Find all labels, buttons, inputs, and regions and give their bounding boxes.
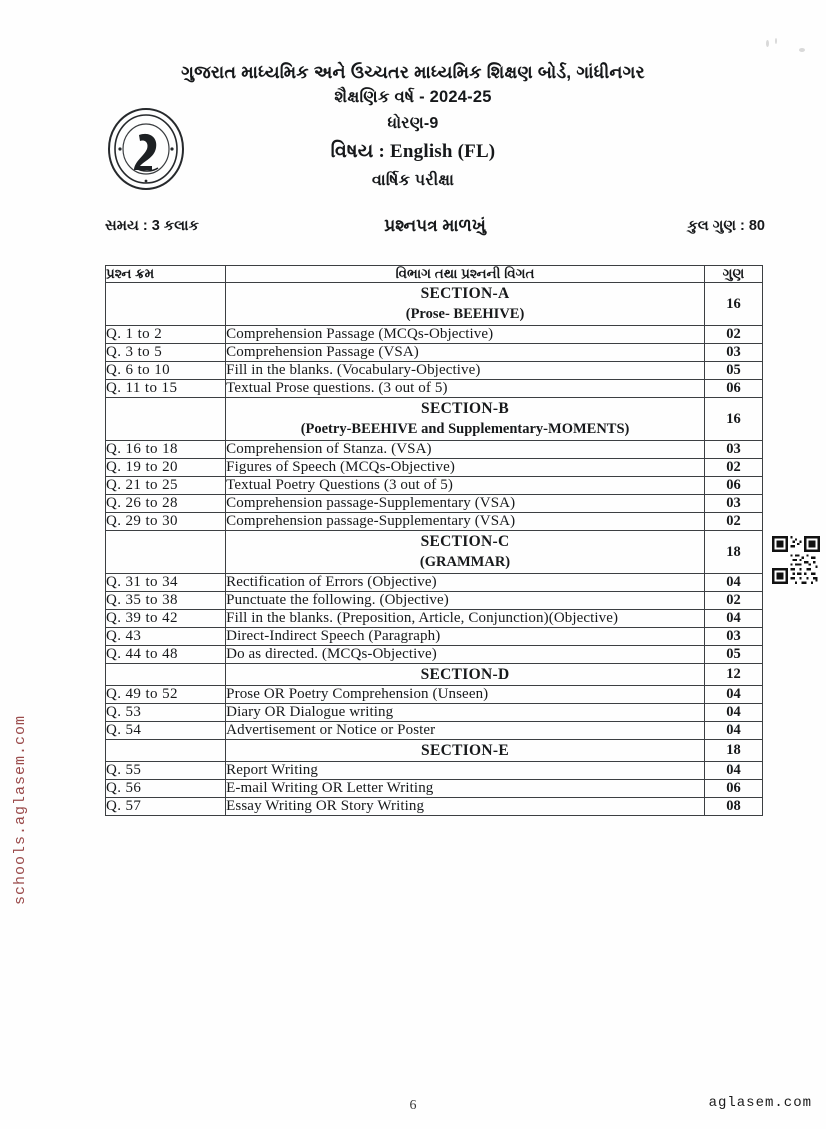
row-question-no: Q. 21 to 25	[106, 477, 226, 495]
row-question-no: Q. 53	[106, 704, 226, 722]
row-description: Textual Poetry Questions (3 out of 5)	[226, 477, 705, 495]
row-marks: 03	[704, 628, 762, 646]
exam-type: વાર્ષિક પરીક્ષા	[371, 172, 455, 189]
row-question-no: Q. 56	[106, 780, 226, 798]
academic-year: શૈક્ષણિક વર્ષ - 2024-25	[334, 88, 492, 106]
scan-speck	[766, 40, 769, 47]
table-row	[106, 513, 763, 531]
row-marks: 03	[704, 441, 762, 459]
table-row	[106, 362, 763, 380]
table-row	[106, 495, 763, 513]
row-question-no: Q. 54	[106, 722, 226, 740]
qr-code	[772, 536, 820, 584]
row-marks: 04	[704, 686, 762, 704]
table-row	[106, 646, 763, 664]
subject: વિષય : English (FL)	[330, 141, 496, 162]
section-header-row-section-b	[106, 398, 763, 441]
row-description: Essay Writing OR Story Writing	[226, 798, 705, 816]
row-marks: 02	[704, 592, 762, 610]
row-marks: 08	[704, 798, 762, 816]
row-description: Report Writing	[226, 762, 705, 780]
section-title-section-d: SECTION-D	[226, 664, 705, 686]
row-marks: 05	[704, 646, 762, 664]
section-title-section-a: SECTION-A (Prose- BEEHIVE)	[226, 283, 705, 326]
table-header-row	[106, 266, 763, 283]
table-row	[106, 574, 763, 592]
row-question-no: Q. 16 to 18	[106, 441, 226, 459]
row-marks: 02	[704, 513, 762, 531]
table-row	[106, 610, 763, 628]
row-marks: 04	[704, 762, 762, 780]
row-description: Figures of Speech (MCQs-Objective)	[226, 459, 705, 477]
row-question-no: Q. 19 to 20	[106, 459, 226, 477]
row-description: Fill in the blanks. (Preposition, Article, Conjunction)(Objective)	[226, 610, 705, 628]
row-marks: 02	[704, 459, 762, 477]
row-description: Comprehension of Stanza. (VSA)	[226, 441, 705, 459]
row-description: Comprehension passage-Supplementary (VSA)	[226, 495, 705, 513]
row-description: Comprehension Passage (VSA)	[226, 344, 705, 362]
section-title-section-c: SECTION-C (GRAMMAR)	[226, 531, 705, 574]
section-marks-section-a: 16	[704, 283, 762, 326]
scan-speck	[775, 38, 777, 44]
page-number: 6	[409, 1098, 417, 1113]
table-row	[106, 441, 763, 459]
scan-speck	[799, 48, 805, 52]
section-title-section-e: SECTION-E	[226, 740, 705, 762]
row-description: Direct-Indirect Speech (Paragraph)	[226, 628, 705, 646]
row-description: Fill in the blanks. (Vocabulary-Objective)	[226, 362, 705, 380]
row-marks: 04	[704, 704, 762, 722]
column-header-description: વિભાગ તથા પ્રશ્નની વિગત	[226, 266, 705, 283]
total-marks: કુલ ગુણ : 80	[687, 218, 765, 234]
row-question-no: Q. 39 to 42	[106, 610, 226, 628]
row-description: Comprehension passage-Supplementary (VSA)	[226, 513, 705, 531]
row-description: Prose OR Poetry Comprehension (Unseen)	[226, 686, 705, 704]
row-marks: 04	[704, 574, 762, 592]
row-question-no: Q. 49 to 52	[106, 686, 226, 704]
row-description: Diary OR Dialogue writing	[226, 704, 705, 722]
row-question-no: Q. 31 to 34	[106, 574, 226, 592]
standard: ધોરણ-9	[387, 115, 439, 132]
exam-time: સમય : 3 કલાક	[105, 218, 199, 234]
row-marks: 06	[704, 477, 762, 495]
row-question-no: Q. 44 to 48	[106, 646, 226, 664]
row-description: Textual Prose questions. (3 out of 5)	[226, 380, 705, 398]
section-header-row-section-a	[106, 283, 763, 326]
table-row	[106, 762, 763, 780]
section-marks-section-b: 16	[704, 398, 762, 441]
table-row	[106, 592, 763, 610]
section-qno-blank	[106, 531, 226, 574]
table-row	[106, 477, 763, 495]
row-marks: 04	[704, 610, 762, 628]
section-qno-blank	[106, 740, 226, 762]
exam-meta-row	[105, 218, 765, 244]
document-header	[0, 60, 826, 195]
table-row	[106, 326, 763, 344]
section-header-row-section-e	[106, 740, 763, 762]
table-row	[106, 459, 763, 477]
row-marks: 05	[704, 362, 762, 380]
row-question-no: Q. 57	[106, 798, 226, 816]
table-row	[106, 380, 763, 398]
section-subtitle: (Prose- BEEHIVE)	[405, 306, 525, 322]
column-header-marks: ગુણ	[704, 266, 762, 283]
table-row	[106, 628, 763, 646]
table-row	[106, 704, 763, 722]
section-qno-blank	[106, 398, 226, 441]
table-row	[106, 798, 763, 816]
column-header-question-no: પ્રશ્ન ક્રમ	[106, 266, 226, 283]
paper-structure-title: પ્રશ્નપત્ર માળખું	[384, 216, 486, 235]
row-description: Do as directed. (MCQs-Objective)	[226, 646, 705, 664]
row-description: Advertisement or Notice or Poster	[226, 722, 705, 740]
section-marks-section-d: 12	[704, 664, 762, 686]
section-title-section-b: SECTION-B (Poetry-BEEHIVE and Supplementary-MOMENTS)	[226, 398, 705, 441]
row-question-no: Q. 29 to 30	[106, 513, 226, 531]
row-question-no: Q. 35 to 38	[106, 592, 226, 610]
row-marks: 02	[704, 326, 762, 344]
section-marks-section-e: 18	[704, 740, 762, 762]
blueprint-table	[105, 265, 763, 816]
section-subtitle: (GRAMMAR)	[419, 554, 511, 570]
section-header-row-section-d	[106, 664, 763, 686]
section-qno-blank	[106, 283, 226, 326]
section-marks-section-c: 18	[704, 531, 762, 574]
row-marks: 06	[704, 380, 762, 398]
row-description: Punctuate the following. (Objective)	[226, 592, 705, 610]
section-qno-blank	[106, 664, 226, 686]
row-marks: 04	[704, 722, 762, 740]
row-question-no: Q. 11 to 15	[106, 380, 226, 398]
watermark-bottom-right: aglasem.com	[708, 1095, 812, 1111]
section-subtitle: (Poetry-BEEHIVE and Supplementary-MOMENTS)	[300, 421, 630, 437]
table-row	[106, 780, 763, 798]
row-question-no: Q. 26 to 28	[106, 495, 226, 513]
row-description: E-mail Writing OR Letter Writing	[226, 780, 705, 798]
row-marks: 03	[704, 344, 762, 362]
section-header-row-section-c	[106, 531, 763, 574]
row-question-no: Q. 43	[106, 628, 226, 646]
row-question-no: Q. 55	[106, 762, 226, 780]
table-row	[106, 686, 763, 704]
watermark-left: schools.aglasem.com	[12, 714, 29, 905]
row-description: Rectification of Errors (Objective)	[226, 574, 705, 592]
blueprint-table-wrapper	[105, 265, 763, 816]
row-marks: 03	[704, 495, 762, 513]
table-row	[106, 344, 763, 362]
row-description: Comprehension Passage (MCQs-Objective)	[226, 326, 705, 344]
row-question-no: Q. 6 to 10	[106, 362, 226, 380]
table-row	[106, 722, 763, 740]
board-name: ગુજરાત માધ્યમિક અને ઉચ્ચતર માધ્યમિક શિક્ષણ બોર્ડ, ગાંધીનગર	[181, 62, 645, 82]
row-question-no: Q. 1 to 2	[106, 326, 226, 344]
row-marks: 06	[704, 780, 762, 798]
row-question-no: Q. 3 to 5	[106, 344, 226, 362]
